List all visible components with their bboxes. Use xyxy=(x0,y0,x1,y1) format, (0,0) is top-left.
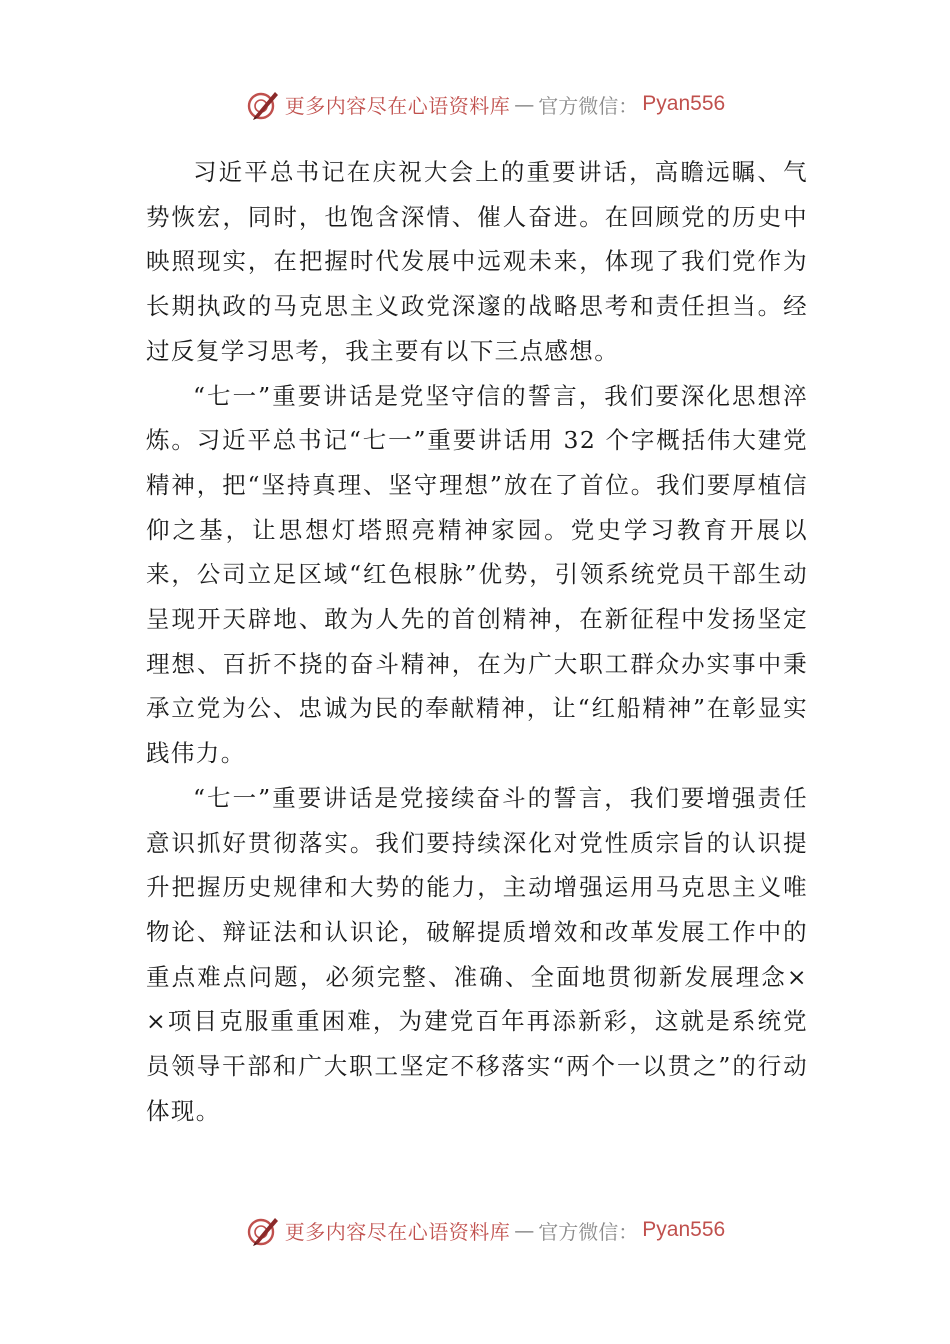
footer-site-text: 更多内容尽在心语资料库 xyxy=(284,1219,511,1244)
footer-dash: — xyxy=(514,1218,535,1242)
footer-banner-inner xyxy=(245,1212,725,1248)
paragraph-2: “七一”重要讲话是党坚守信的誓言，我们要深化思想淬炼。习近平总书记“七一”重要讲话用 32 个字概括伟大建党精神，把“坚持真理、坚守理想”放在了首位。我们要厚植信仰之基，让思想灯塔照亮精神家园。党史学习教育开展以来，公司立足区域“红色根脉”优势，引领系统党员干部生动呈现开天辟地、敢为人先的首创精神，在新征程中发扬坚定理想、百折不挠的奋斗精神，在为广大职工群众办实事中秉承立党为公、忠诚为民的奉献精神，让“红船精神”在彰显实践伟力。 xyxy=(146,381,808,768)
header-site-text: 更多内容尽在心语资料库 xyxy=(284,93,511,118)
header-wechat-label: 官方微信： xyxy=(538,93,639,118)
header-wechat-id: Pyan556 xyxy=(642,92,726,115)
footer-wechat-id: Pyan556 xyxy=(642,1218,726,1241)
pen-logo-icon xyxy=(245,86,281,122)
header-banner-inner xyxy=(245,86,725,122)
paragraph-3: “七一”重要讲话是党接续奋斗的誓言，我们要增强责任意识抓好贯彻落实。我们要持续深化对党性质宗旨的认识提升把握历史规律和大势的能力，主动增强运用马克思主义唯物论、辩证法和认识论，破解提质增效和改革发展工作中的重点难点问题，必须完整、准确、全面地贯彻新发展理念××项目克服重重困难，为建党百年再添新彩，这就是系统党员领导干部和广大职工坚定不移落实“两个一以贯之”的行动体现。 xyxy=(146,783,808,1125)
paragraph-1: 习近平总书记在庆祝大会上的重要讲话，高瞻远瞩、气势恢宏，同时，也饱含深情、催人奋进。在回顾党的历史中映照现实，在把握时代发展中远观未来，体现了我们党作为长期执政的马克思主义政党深邃的战略思考和责任担当。经过反复学习思考，我主要有以下三点感想。 xyxy=(146,158,808,365)
header-banner xyxy=(0,84,950,124)
pen-logo-icon xyxy=(245,1212,281,1248)
footer-banner xyxy=(0,1210,950,1250)
document-body xyxy=(146,150,808,1133)
footer-wechat-label: 官方微信： xyxy=(538,1219,639,1244)
header-dash: — xyxy=(514,92,535,116)
